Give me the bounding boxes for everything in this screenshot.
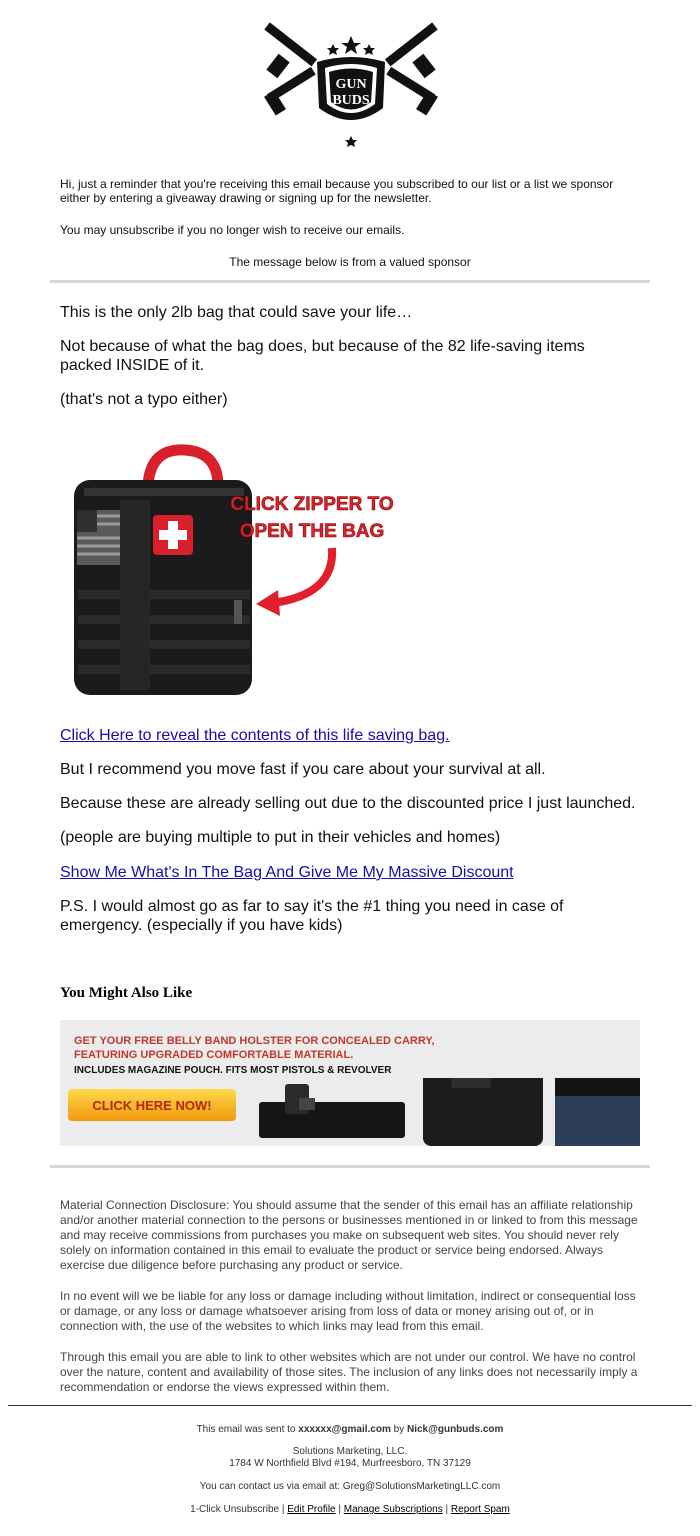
sent-prefix: This email was sent to <box>196 1424 296 1435</box>
footer-links <box>0 1504 700 1516</box>
sent-to-line <box>0 1424 700 1436</box>
message-line-3: (that's not a typo either) <box>60 391 228 408</box>
message-line-1: This is the only 2lb bag that could save your life… <box>60 304 413 321</box>
banner-cta-button[interactable]: CLICK HERE NOW! <box>68 1089 236 1121</box>
logo-text-gun: GUN <box>335 77 367 92</box>
logo-text-buds: BUDS <box>332 93 370 108</box>
logo-shield-icon <box>255 18 447 150</box>
discount-link[interactable]: Show Me What's In The Bag And Give Me My Massive Discount <box>60 864 514 881</box>
manage-subscriptions-link[interactable]: Manage Subscriptions <box>343 1504 443 1515</box>
message-line-6: (people are buying multiple to put in their vehicles and homes) <box>60 829 501 846</box>
banner-headline: GET YOUR FREE BELLY BAND HOLSTER FOR CONCEALED CARRY, FEATURING UPGRADED COMFORTABLE MATERIAL. <box>74 1035 435 1061</box>
unsubscribe-notice: You may unsubscribe if you no longer wish to receive our emails. <box>60 223 405 237</box>
reveal-contents-link[interactable]: Click Here to reveal the contents of this life saving bag. <box>60 727 450 744</box>
holster-banner-ad[interactable] <box>60 1020 640 1146</box>
bag-caption-line-2: OPEN THE BAG <box>239 521 385 542</box>
by-word: by <box>393 1424 405 1435</box>
report-spam-link[interactable]: Report Spam <box>450 1504 510 1515</box>
company-address: 1784 W Northfield Blvd #194, Murfreesboro, TN 37129 <box>229 1458 471 1469</box>
disclosure-paragraph-2: In no event will we be liable for any loss or damage including without limitation, indirect or consequential loss or damage, or any loss or damage whatsoever arising from loss of data or money arising out of, or in connection with, the use of the websites to which links may lead from this email. <box>60 1289 636 1333</box>
divider-top <box>50 280 650 283</box>
separator: | <box>445 1504 449 1515</box>
bag-caption-line-1: CLICK ZIPPER TO <box>230 494 394 515</box>
sponsor-notice: The message below is from a valued sponsor <box>229 255 471 269</box>
message-line-4: But I recommend you move fast if you care about your survival at all. <box>60 761 546 778</box>
holster-product-icon <box>255 1078 640 1146</box>
gun-buds-logo[interactable] <box>255 18 447 150</box>
one-click-unsubscribe[interactable]: 1-Click Unsubscribe <box>190 1504 280 1515</box>
separator: | <box>281 1504 285 1515</box>
ps-text: P.S. I would almost go as far to say it's the #1 thing you need in case of emergency. (especially if you have kids) <box>60 898 564 934</box>
separator: | <box>338 1504 341 1515</box>
message-line-2: Not because of what the bag does, but because of the 82 life-saving items packed INSIDE of it. <box>60 338 585 374</box>
message-line-5: Because these are already selling out due to the discounted price I just launched. <box>60 795 636 812</box>
also-like-heading: You Might Also Like <box>60 985 193 1001</box>
contact-line: You can contact us via email at: Greg@SolutionsMarketingLLC.com <box>199 1481 501 1492</box>
disclosure-paragraph-1: Material Connection Disclosure: You should assume that the sender of this email has an affiliate relationship and/or another material connection to the persons or businesses mentioned in or linked to from this message and may receive commissions from purchases you make on subsequent web sites. You should never rely solely on information contained in this email to evaluate the product or service being endorsed. Always exercise due diligence before purchasing any product or service. <box>60 1198 638 1272</box>
subscription-reminder: Hi, just a reminder that you're receiving this email because you subscribed to our list or a list we sponsor either by entering a giveaway drawing or signing up for the newsletter. <box>60 177 614 205</box>
edit-profile-link[interactable]: Edit Profile <box>287 1504 336 1515</box>
disclosure-paragraph-3: Through this email you are able to link to other websites which are not under our control. We have no control over the nature, content and availability of those sites. The inclusion of any links does not necessarily imply a recommendation or endorse the views expressed within them. <box>60 1350 638 1394</box>
recipient-email: xxxxxx@gmail.com <box>298 1424 391 1435</box>
survival-bag-image[interactable] <box>60 440 410 710</box>
company-name: Solutions Marketing, LLC. <box>292 1446 408 1457</box>
divider-bottom <box>50 1165 650 1168</box>
sender-email: Nick@gunbuds.com <box>406 1424 504 1435</box>
banner-subline: INCLUDES MAGAZINE POUCH. FITS MOST PISTOLS & REVOLVER <box>74 1065 392 1076</box>
footer-divider <box>8 1405 692 1406</box>
